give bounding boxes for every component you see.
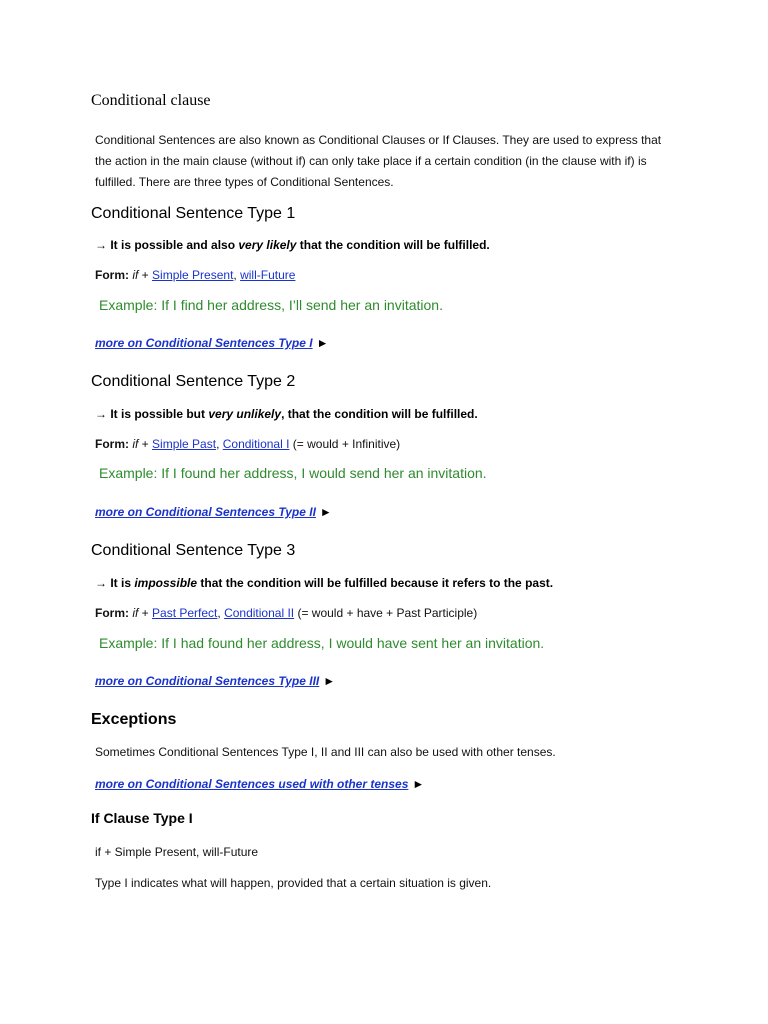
type2-more-row (95, 503, 332, 521)
exceptions-text: Sometimes Conditional Sentences Type I, II and III can also be used with other tenses. (95, 745, 556, 759)
simple-present-link[interactable]: Simple Present (152, 268, 234, 282)
type1-heading: Conditional Sentence Type 1 (91, 205, 296, 222)
conditional-i-link[interactable]: Conditional I (222, 437, 290, 451)
more-type1-link[interactable]: more on Conditional Sentences Type I (95, 336, 313, 350)
type1-example: Example: If I find her address, I’ll send her an invitation. (99, 297, 443, 313)
exceptions-more-row (95, 775, 424, 793)
conditional-ii-link[interactable]: Conditional II (224, 606, 295, 620)
more-other-tenses-link[interactable]: more on Conditional Sentences used with other tenses (95, 777, 409, 791)
intro-text: Conditional Sentences are also known as Conditional Clauses or If Clauses. They are used to express that the action in the main clause (without if) can only take place if a certain condition (in the clause with if) is fulfilled. There are three types of Conditional Sentences. (95, 133, 662, 189)
type1-form: Form: if + Simple Present, will-Future (95, 268, 296, 282)
type3-example: Example: If I had found her address, I would have sent her an invitation. (99, 635, 545, 651)
type2-example: Example: If I found her address, I would send her an invitation. (99, 465, 487, 481)
type1-more-row (95, 334, 328, 352)
triangle-right-icon: ► (412, 777, 425, 791)
if-clause-type1-formula: if + Simple Present, will-Future (95, 845, 259, 859)
type3-more-row (95, 672, 335, 690)
type2-form: Form: if + Simple Past, Conditional I (= would + Infinitive) (95, 437, 401, 451)
past-perfect-link[interactable]: Past Perfect (152, 606, 218, 620)
arrow-icon: → (95, 407, 107, 421)
type3-form: Form: if + Past Perfect, Conditional II (= would + have + Past Participle) (95, 606, 478, 620)
type2-heading: Conditional Sentence Type 2 (91, 373, 296, 390)
simple-past-link[interactable]: Simple Past (152, 437, 217, 451)
triangle-right-icon: ► (319, 505, 332, 519)
intro-paragraph (95, 130, 675, 193)
triangle-right-icon: ► (316, 336, 329, 350)
if-clause-type1-text: Type I indicates what will happen, provided that a certain situation is given. (95, 876, 492, 890)
triangle-right-icon: ► (323, 674, 336, 688)
type3-heading: Conditional Sentence Type 3 (91, 542, 296, 559)
type3-note: → It is impossible that the condition will be fulfilled because it refers to the past. (95, 576, 554, 590)
type2-note: → It is possible but very unlikely, that the condition will be fulfilled. (95, 407, 478, 421)
page-title: Conditional clause (91, 92, 211, 109)
type1-note: → It is possible and also very likely that the condition will be fulfilled. (95, 238, 490, 252)
arrow-icon: → (95, 238, 107, 252)
exceptions-heading: Exceptions (91, 711, 177, 728)
more-type3-link[interactable]: more on Conditional Sentences Type III (95, 674, 320, 688)
arrow-icon: → (95, 576, 107, 590)
if-clause-type1-heading: If Clause Type I (91, 810, 193, 826)
more-type2-link[interactable]: more on Conditional Sentences Type II (95, 505, 316, 519)
will-future-link[interactable]: will-Future (240, 268, 296, 282)
